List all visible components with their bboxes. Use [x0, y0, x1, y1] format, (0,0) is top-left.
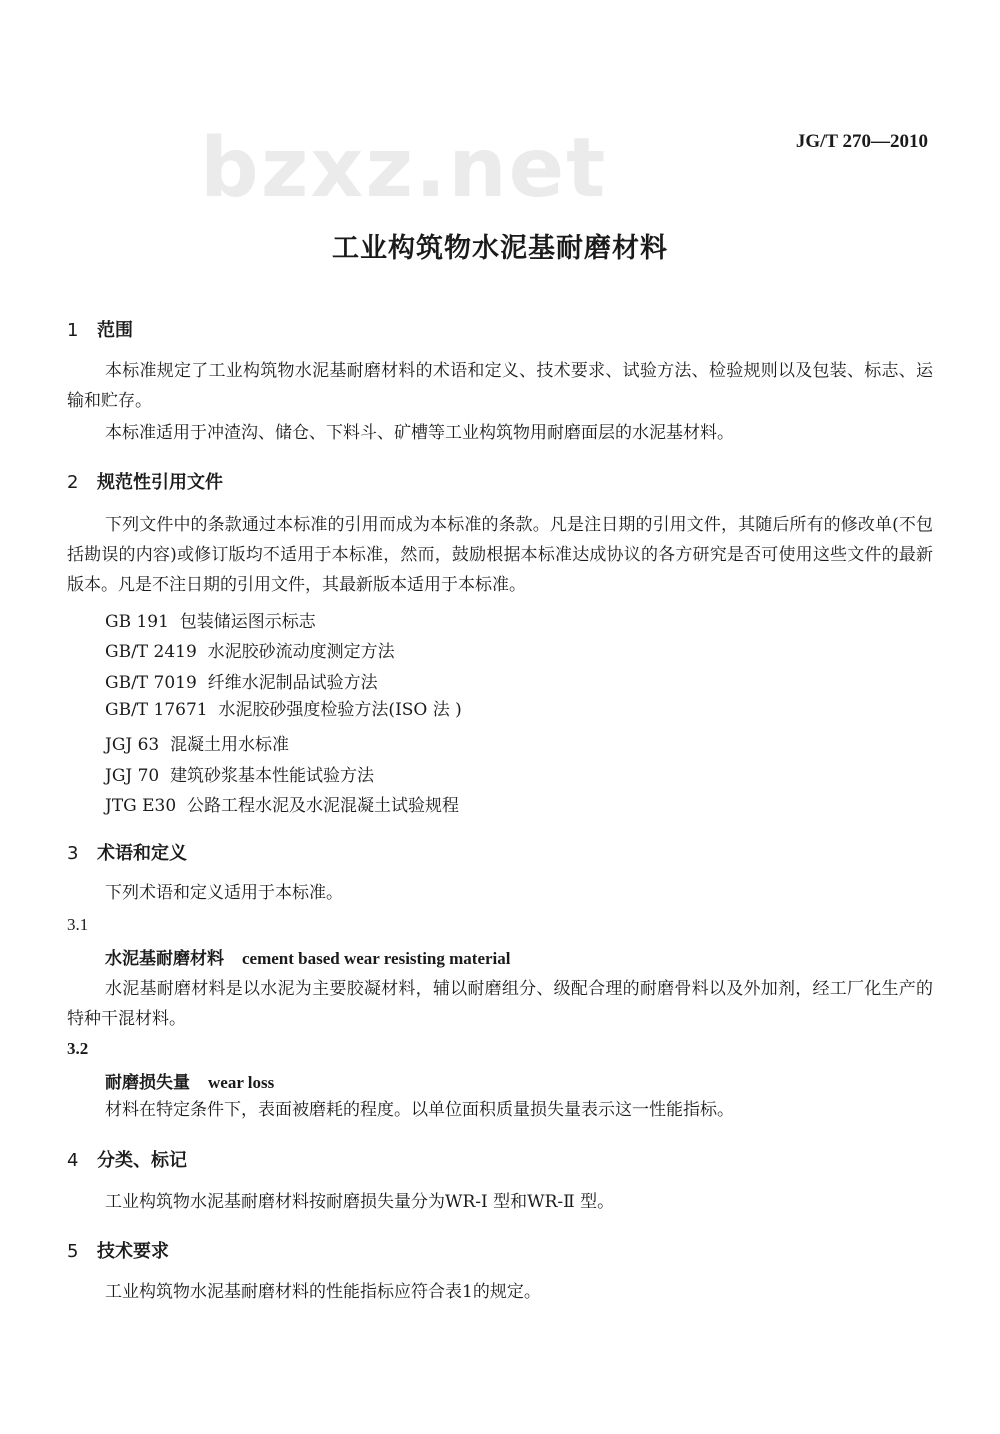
term-number: 3.1 — [67, 915, 89, 934]
section-title: 分类、标记 — [97, 1150, 187, 1171]
section-number: 3 — [67, 843, 79, 864]
reference-code: GB/T 7019 — [105, 673, 197, 693]
term-definition: 材料在特定条件下，表面被磨耗的程度。以单位面积质量损失量表示这一性能指标。 — [105, 1100, 734, 1120]
reference-title: 水泥胶砂流动度测定方法 — [207, 642, 395, 662]
reference-item — [105, 668, 378, 693]
section-2-heading — [67, 468, 223, 494]
reference-code: JTG E30 — [105, 796, 177, 816]
reference-item — [105, 761, 374, 786]
reference-title: 纤维水泥制品试验方法 — [207, 673, 378, 693]
reference-code: GB/T 2419 — [105, 642, 197, 662]
reference-title: 混凝土用水标准 — [170, 735, 290, 755]
section-1-heading — [67, 316, 133, 342]
reference-title: 水泥胶砂强度检验方法(ISO 法 ) — [218, 700, 462, 720]
section-1-paragraph-2: 本标准适用于冲渣沟、储仓、下料斗、矿槽等工业构筑物用耐磨面层的水泥基材料。 — [105, 423, 734, 443]
section-title: 范围 — [97, 320, 133, 341]
section-1-paragraph-1: 本标准规定了工业构筑物水泥基耐磨材料的术语和定义、技术要求、试验方法、检验规则以及包装、标志、运输和贮存。 — [67, 361, 933, 411]
document-title: 工业构筑物水泥基耐磨材料 — [332, 233, 668, 264]
section-5-paragraph: 工业构筑物水泥基耐磨材料的性能指标应符合表1的规定。 — [105, 1282, 541, 1302]
section-2-paragraph: 下列文件中的条款通过本标准的引用而成为本标准的条款。凡是注日期的引用文件，其随后所有的修改单(不包括勘误的内容)或修订版均不适用于本标准，然而，鼓励根据本标准达成协议的各方研究是否可使用这些文件的最新版本。凡是不注日期的引用文件，其最新版本适用于本标准。 — [67, 515, 933, 595]
section-3-heading — [67, 839, 187, 865]
reference-item — [105, 637, 395, 662]
standard-code: JG/T 270—2010 — [795, 131, 928, 152]
term-zh: 水泥基耐磨材料 — [105, 949, 224, 969]
section-title: 术语和定义 — [97, 843, 187, 864]
reference-code: GB 191 — [105, 612, 169, 632]
section-4-heading — [67, 1146, 187, 1172]
reference-item — [105, 730, 289, 755]
reference-code: JGJ 63 — [105, 735, 160, 755]
section-3-intro: 下列术语和定义适用于本标准。 — [105, 883, 343, 903]
section-number: 2 — [67, 472, 79, 493]
watermark: bzxz.net — [200, 121, 608, 216]
reference-title: 建筑砂浆基本性能试验方法 — [170, 766, 375, 786]
term-heading — [105, 1068, 274, 1093]
reference-item — [105, 791, 459, 816]
term-en: wear loss — [208, 1073, 275, 1092]
section-title: 技术要求 — [97, 1241, 169, 1262]
term-en: cement based wear resisting material — [242, 949, 511, 968]
reference-item — [105, 607, 316, 632]
reference-code: GB/T 17671 — [105, 700, 208, 720]
section-number: 1 — [67, 320, 79, 341]
section-5-heading — [67, 1237, 169, 1263]
term-heading — [105, 944, 510, 969]
term-zh: 耐磨损失量 — [105, 1073, 190, 1093]
section-4-paragraph: 工业构筑物水泥基耐磨材料按耐磨损失量分为WR-I 型和WR-Ⅱ 型。 — [105, 1192, 615, 1212]
reference-item — [105, 695, 462, 720]
reference-title: 公路工程水泥及水泥混凝土试验规程 — [187, 796, 459, 816]
section-title: 规范性引用文件 — [97, 472, 223, 493]
reference-title: 包装储运图示标志 — [179, 612, 316, 632]
term-definition: 水泥基耐磨材料是以水泥为主要胶凝材料，辅以耐磨组分、级配合理的耐磨骨料以及外加剂，经工厂化生产的特种干混材料。 — [67, 979, 933, 1029]
section-number: 4 — [67, 1150, 79, 1171]
reference-code: JGJ 70 — [105, 766, 160, 786]
term-number: 3.2 — [67, 1039, 89, 1058]
section-number: 5 — [67, 1241, 79, 1262]
